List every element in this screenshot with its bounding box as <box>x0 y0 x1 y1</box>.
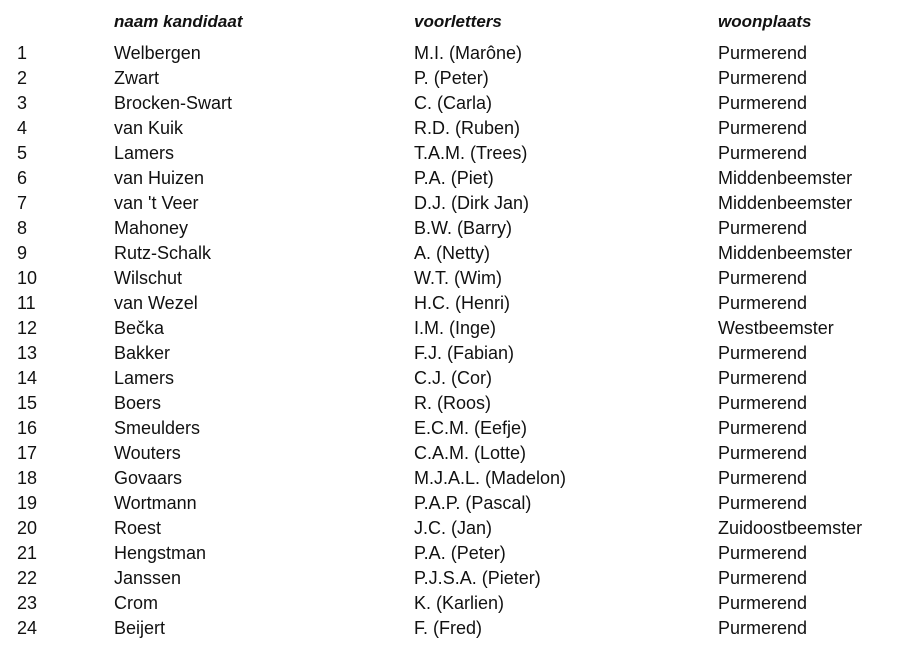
table-row <box>0 467 914 492</box>
table-row <box>0 292 914 317</box>
candidate-name: Bečka <box>114 318 165 338</box>
candidate-residence: Purmerend <box>718 43 808 63</box>
candidate-initials: H.C. (Henri) <box>414 293 511 313</box>
candidate-residence: Purmerend <box>718 493 808 513</box>
candidate-number: 1 <box>17 43 28 63</box>
candidate-initials: B.W. (Barry) <box>414 218 512 238</box>
candidate-number: 9 <box>17 243 28 263</box>
table-row <box>0 317 914 342</box>
candidate-number: 3 <box>17 93 28 113</box>
candidate-name: van Wezel <box>114 293 198 313</box>
candidate-residence: Middenbeemster <box>718 243 853 263</box>
candidate-initials: C.J. (Cor) <box>414 368 492 388</box>
candidate-name: Crom <box>114 593 158 613</box>
table-row <box>0 167 914 192</box>
candidate-number: 8 <box>17 218 28 238</box>
candidate-name: Roest <box>114 518 162 538</box>
candidate-residence: Purmerend <box>718 393 808 413</box>
candidate-number: 11 <box>17 293 36 313</box>
candidate-number: 13 <box>17 343 38 363</box>
table-row <box>0 92 914 117</box>
candidate-residence: Middenbeemster <box>718 193 853 213</box>
table-row <box>0 367 914 392</box>
candidate-initials: K. (Karlien) <box>414 593 505 613</box>
table-row <box>0 142 914 167</box>
candidate-number: 20 <box>17 518 38 538</box>
candidate-name: Zwart <box>114 68 159 88</box>
table-row <box>0 67 914 92</box>
candidate-number: 4 <box>17 118 28 138</box>
candidate-residence: Purmerend <box>718 443 808 463</box>
candidate-residence: Purmerend <box>718 68 808 88</box>
candidate-number: 17 <box>17 443 38 463</box>
candidate-residence: Purmerend <box>718 418 808 438</box>
candidate-name: Brocken-Swart <box>114 93 233 113</box>
candidate-residence: Westbeemster <box>718 318 834 338</box>
candidate-residence: Purmerend <box>718 343 808 363</box>
candidate-name: Lamers <box>114 143 175 163</box>
candidate-number: 21 <box>17 543 38 563</box>
table-row <box>0 242 914 267</box>
candidate-residence: Purmerend <box>718 218 808 238</box>
candidate-name: van Kuik <box>114 118 184 138</box>
candidate-table-body <box>0 42 914 642</box>
candidate-number: 24 <box>17 618 38 638</box>
candidate-name: Lamers <box>114 368 175 388</box>
candidate-name: Welbergen <box>114 43 201 63</box>
table-row <box>0 492 914 517</box>
header-initials: voorletters <box>414 12 502 31</box>
table-row <box>0 192 914 217</box>
candidate-initials: C.A.M. (Lotte) <box>414 443 527 463</box>
candidate-initials: F. (Fred) <box>414 618 483 638</box>
candidate-name: Bakker <box>114 343 171 363</box>
candidate-residence: Purmerend <box>718 93 808 113</box>
table-row <box>0 567 914 592</box>
candidate-residence: Middenbeemster <box>718 168 853 188</box>
candidate-initials: P.A. (Peter) <box>414 543 506 563</box>
candidate-initials: I.M. (Inge) <box>414 318 497 338</box>
candidate-name: van Huizen <box>114 168 205 188</box>
candidate-residence: Purmerend <box>718 268 808 288</box>
candidate-number: 7 <box>17 193 28 213</box>
candidate-number: 22 <box>17 568 38 588</box>
candidate-residence: Purmerend <box>718 293 808 313</box>
candidate-number: 5 <box>17 143 28 163</box>
candidate-name: Wouters <box>114 443 181 463</box>
candidate-initials: R.D. (Ruben) <box>414 118 521 138</box>
candidate-name: Rutz-Schalk <box>114 243 212 263</box>
candidate-number: 6 <box>17 168 28 188</box>
candidate-initials: R. (Roos) <box>414 393 492 413</box>
candidate-number: 18 <box>17 468 38 488</box>
table-header <box>0 12 914 36</box>
candidate-number: 23 <box>17 593 38 613</box>
table-row <box>0 617 914 642</box>
candidate-name: Mahoney <box>114 218 189 238</box>
candidate-initials: P.A.P. (Pascal) <box>414 493 532 513</box>
candidate-residence: Purmerend <box>718 593 808 613</box>
candidate-residence: Purmerend <box>718 618 808 638</box>
candidate-number: 10 <box>17 268 38 288</box>
candidate-initials: P.J.S.A. (Pieter) <box>414 568 541 588</box>
candidate-name: Beijert <box>114 618 166 638</box>
table-row <box>0 442 914 467</box>
candidate-initials: P. (Peter) <box>414 68 489 88</box>
candidate-number: 12 <box>17 318 38 338</box>
candidate-initials: F.J. (Fabian) <box>414 343 515 363</box>
table-row <box>0 342 914 367</box>
candidate-name: Hengstman <box>114 543 207 563</box>
table-row <box>0 592 914 617</box>
candidate-name: Boers <box>114 393 162 413</box>
candidate-number: 19 <box>17 493 38 513</box>
header-residence: woonplaats <box>718 12 812 31</box>
candidate-name: Janssen <box>114 568 182 588</box>
table-row <box>0 217 914 242</box>
candidate-name: Wilschut <box>114 268 183 288</box>
table-row <box>0 392 914 417</box>
candidate-number: 15 <box>17 393 38 413</box>
candidate-residence: Purmerend <box>718 143 808 163</box>
candidate-number: 16 <box>17 418 38 438</box>
header-name: naam kandidaat <box>114 12 243 31</box>
candidate-initials: W.T. (Wim) <box>414 268 502 288</box>
candidate-initials: J.C. (Jan) <box>414 518 493 538</box>
candidate-initials: C. (Carla) <box>414 93 493 113</box>
candidate-residence: Purmerend <box>718 468 808 488</box>
candidate-initials: M.J.A.L. (Madelon) <box>414 468 567 488</box>
candidate-name: Govaars <box>114 468 183 488</box>
candidate-initials: P.A. (Piet) <box>414 168 494 188</box>
candidate-initials: M.I. (Marône) <box>414 43 523 63</box>
table-row <box>0 117 914 142</box>
table-row <box>0 42 914 67</box>
candidate-residence: Purmerend <box>718 368 808 388</box>
candidate-initials: D.J. (Dirk Jan) <box>414 193 530 213</box>
candidate-name: Smeulders <box>114 418 201 438</box>
candidate-initials: A. (Netty) <box>414 243 491 263</box>
table-row <box>0 542 914 567</box>
table-row <box>0 417 914 442</box>
candidate-residence: Zuidoostbeemster <box>718 518 863 538</box>
candidate-number: 2 <box>17 68 28 88</box>
candidate-residence: Purmerend <box>718 543 808 563</box>
candidate-name: Wortmann <box>114 493 197 513</box>
candidate-name: van 't Veer <box>114 193 199 213</box>
candidate-number: 14 <box>17 368 38 388</box>
candidate-residence: Purmerend <box>718 118 808 138</box>
candidate-initials: E.C.M. (Eefje) <box>414 418 528 438</box>
table-row <box>0 267 914 292</box>
table-row <box>0 517 914 542</box>
candidate-residence: Purmerend <box>718 568 808 588</box>
candidate-initials: T.A.M. (Trees) <box>414 143 528 163</box>
